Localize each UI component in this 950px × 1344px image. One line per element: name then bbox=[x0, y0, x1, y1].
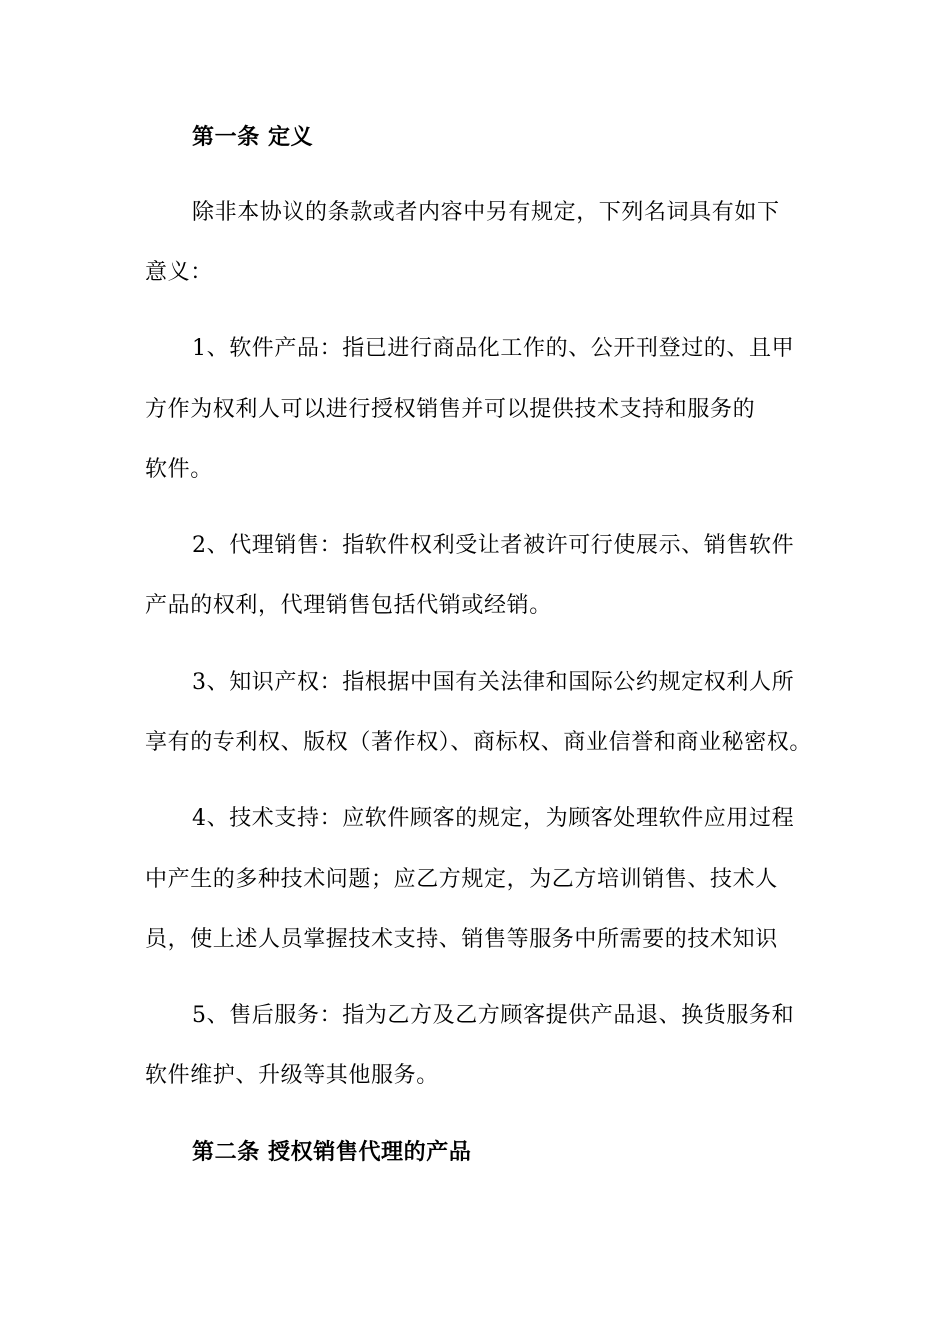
item-5-line-1: 5、售后服务：指为乙方及乙方顾客提供产品退、换货服务和 bbox=[192, 1003, 795, 1028]
intro-text-line-2: 意义： bbox=[145, 260, 213, 285]
item-2-line-2: 产品的权利，代理销售包括代销或经销。 bbox=[145, 593, 552, 618]
item-3-line-1: 3、知识产权：指根据中国有关法律和国际公约规定权利人所 bbox=[192, 670, 795, 695]
intro-text-line-1: 除非本协议的条款或者内容中另有规定，下列名词具有如下 bbox=[192, 200, 780, 225]
item-1-line-2: 方作为权利人可以进行授权销售并可以提供技术支持和服务的 bbox=[145, 397, 756, 422]
item-1-line-3: 软件。 bbox=[145, 457, 213, 482]
item-1-line-1: 1、软件产品：指已进行商品化工作的、公开刊登过的、且甲 bbox=[192, 336, 795, 361]
item-4-line-2: 中产生的多种技术问题；应乙方规定，为乙方培训销售、技术人 bbox=[145, 867, 778, 892]
item-4-line-1: 4、技术支持：应软件顾客的规定，为顾客处理软件应用过程 bbox=[192, 806, 795, 831]
article-1-heading: 第一条 定义 bbox=[192, 124, 314, 150]
item-3-line-2: 享有的专利权、版权（著作权）、商标权、商业信誉和商业秘密权。 bbox=[145, 730, 813, 755]
article-2-heading: 第二条 授权销售代理的产品 bbox=[192, 1139, 472, 1165]
item-4-line-3: 员，使上述人员掌握技术支持、销售等服务中所需要的技术知识 bbox=[145, 927, 778, 952]
item-2-line-1: 2、代理销售：指软件权利受让者被许可行使展示、销售软件 bbox=[192, 533, 795, 558]
item-5-line-2: 软件维护、升级等其他服务。 bbox=[145, 1063, 439, 1088]
